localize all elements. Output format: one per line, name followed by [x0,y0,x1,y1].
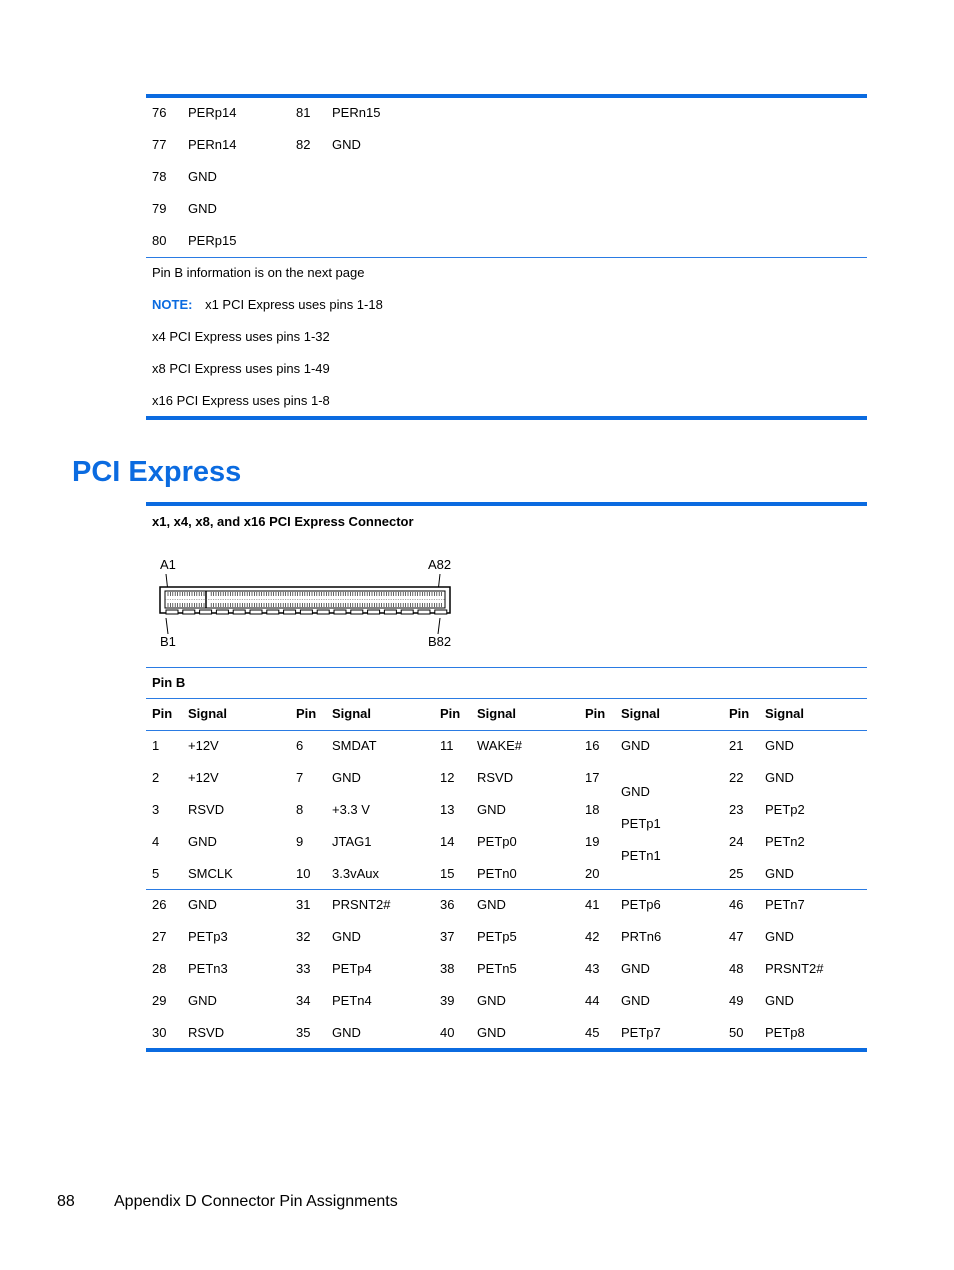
pin-number-cell: 2 [152,770,160,785]
signal-cell: GND [188,201,217,216]
pin-number-cell: 76 [152,105,167,120]
pin-number-cell: 41 [585,897,600,912]
pinb-bottom-rule [146,1048,867,1052]
column-header-signal: Signal [188,706,228,721]
signal-cell: GND [621,961,650,976]
signal-cell: PETp2 [765,802,805,817]
column-header-signal: Signal [332,706,372,721]
pin-number-cell: 32 [296,929,311,944]
footer-title: Appendix D Connector Pin Assignments [114,1193,398,1210]
pin-number-cell: 30 [152,1025,167,1040]
page-number: 88 [57,1193,75,1210]
pin-number-cell: 12 [440,770,455,785]
column-header-pin: Pin [729,706,750,721]
signal-cell: GND [765,738,794,753]
pin-number-cell: 24 [729,834,744,849]
mounting-tab [368,610,380,614]
pin-number-cell: 47 [729,929,744,944]
signal-cell: RSVD [188,802,225,817]
signal-cell: RSVD [477,770,514,785]
note-line-x4: x4 PCI Express uses pins 1-32 [152,329,330,344]
signal-cell: GND [765,770,794,785]
pin-number-cell: 79 [152,201,167,216]
pin-number-cell: 17 [585,770,600,785]
pin-number-cell: 13 [440,802,455,817]
signal-cell: PRSNT2# [765,961,824,976]
signal-cell: PETn0 [477,866,517,881]
signal-cell: GND [477,897,506,912]
signal-cell: PETp6 [621,897,661,912]
pin-number-cell: 78 [152,169,167,184]
signal-cell: GND [332,1025,361,1040]
top-table-bottom-rule [146,416,867,420]
pinb-title-rule [146,667,867,668]
pinb-group-divider [146,889,867,890]
pin-number-cell: 5 [152,866,160,881]
pin-number-cell: 11 [440,738,454,753]
signal-cell: GND [477,1025,506,1040]
signal-cell: PRSNT2# [332,897,391,912]
signal-cell: PETp3 [188,929,228,944]
pin-number-cell: 7 [296,770,304,785]
pin-number-cell: 18 [585,802,600,817]
signal-cell: GND [477,993,506,1008]
note-label: NOTE: [152,297,193,312]
signal-cell: +12V [188,770,219,785]
leader-line-b82 [438,618,440,634]
mounting-tab [401,610,413,614]
mounting-tab [216,610,228,614]
pin-number-cell: 35 [296,1025,311,1040]
signal-cell: JTAG1 [332,834,372,849]
pin-number-cell: 42 [585,929,600,944]
pin-number-cell: 31 [296,897,311,912]
section-title: PCI Express [72,456,242,488]
signal-cell: GND [188,993,217,1008]
diagram-label-a82: A82 [428,557,452,572]
column-header-signal: Signal [477,706,517,721]
signal-cell: PETn3 [188,961,228,976]
pin-number-cell: 49 [729,993,744,1008]
leader-line-b1 [166,618,168,634]
pin-number-cell: 19 [585,834,600,849]
signal-cell: SMCLK [188,866,233,881]
signal-cell: GND [477,802,506,817]
pin-number-cell: 39 [440,993,455,1008]
signal-cell: GND [765,929,794,944]
top-table-divider [146,257,867,258]
connector-table-top-rule [146,502,867,506]
mounting-tab [435,610,447,614]
signal-cell: GND [765,866,794,881]
pin-number-cell: 20 [585,866,600,881]
pin-number-cell: 43 [585,961,600,976]
pin-number-cell: 45 [585,1025,600,1040]
column-header-signal: Signal [765,706,805,721]
mounting-tab [317,610,329,614]
pin-number-cell: 23 [729,802,744,817]
signal-cell: PERn15 [332,105,381,120]
pin-number-cell: 33 [296,961,311,976]
signal-cell: GND [188,169,217,184]
signal-cell: PERp15 [188,233,237,248]
pin-number-cell: 36 [440,897,455,912]
pinb-header-rule [146,698,867,699]
signal-cell: PETp4 [332,961,372,976]
pin-number-cell: 21 [729,738,744,753]
pin-number-cell: 16 [585,738,600,753]
pin-number-cell: 44 [585,993,600,1008]
pin-number-cell: 10 [296,866,311,881]
signal-cell: GND [332,929,361,944]
signal-cell: WAKE# [477,738,523,753]
diagram-label-b1: B1 [160,634,176,649]
pin-number-cell: 46 [729,897,744,912]
signal-cell: PRTn6 [621,929,662,944]
note-line-x16: x16 PCI Express uses pins 1-8 [152,393,330,408]
signal-cell: PETp8 [765,1025,805,1040]
column-header-pin: Pin [296,706,317,721]
pin-number-cell: 25 [729,866,744,881]
mounting-tab [284,610,296,614]
signal-cell: GND [188,834,217,849]
column-header-pin: Pin [585,706,606,721]
pin-number-cell: 4 [152,834,160,849]
pin-number-cell: 81 [296,105,311,120]
pin-b-info-text: Pin B information is on the next page [152,265,365,280]
column-header-signal: Signal [621,706,661,721]
signal-cell: PETn4 [332,993,372,1008]
signal-cell: GND [332,137,361,152]
signal-cell: +3.3 V [332,802,370,817]
pin-number-cell: 28 [152,961,167,976]
pin-number-cell: 82 [296,137,311,152]
pin-number-cell: 22 [729,770,744,785]
signal-cell: PETp0 [477,834,517,849]
connector-body [160,574,450,634]
signal-cell: SMDAT [332,738,377,753]
pin-number-cell: 40 [440,1025,455,1040]
pinb-header-bottom-rule [146,730,867,731]
signal-cell: GND [332,770,361,785]
pin-number-cell: 34 [296,993,311,1008]
mounting-tab [418,610,430,614]
signal-cell: GND [188,897,217,912]
note [152,297,383,313]
signal-cell: PETn1 [621,848,661,863]
top-table-top-rule [146,94,867,98]
column-header-pin: Pin [152,706,173,721]
signal-cell: GND [765,993,794,1008]
signal-cell: +12V [188,738,219,753]
note-text: x1 PCI Express uses pins 1-18 [205,297,383,312]
pinb-title: Pin B [152,675,186,690]
signal-cell: PERn14 [188,137,237,152]
column-header-pin: Pin [440,706,461,721]
diagram-label-a1: A1 [160,557,176,572]
pci-express-connector-diagram [158,570,454,638]
signal-cell: GND [621,993,650,1008]
signal-cell: PETn2 [765,834,805,849]
pin-number-cell: 14 [440,834,455,849]
pin-number-cell: 37 [440,929,455,944]
diagram-label-b82: B82 [428,634,452,649]
pin-number-cell: 48 [729,961,744,976]
mounting-tab [166,610,178,614]
pin-number-cell: 77 [152,137,167,152]
mounting-tab [300,610,312,614]
mounting-tab [334,610,346,614]
note-line-x8: x8 PCI Express uses pins 1-49 [152,361,330,376]
pin-number-cell: 1 [152,738,160,753]
signal-cell: PERp14 [188,105,237,120]
mounting-tab [384,610,396,614]
signal-cell: PETp1 [621,816,661,831]
signal-cell: GND [621,784,650,799]
signal-cell: PETn7 [765,897,805,912]
signal-cell: PETp7 [621,1025,661,1040]
signal-cell: GND [621,738,650,753]
pin-number-cell: 6 [296,738,304,753]
signal-cell: 3.3vAux [332,866,379,881]
pin-number-cell: 50 [729,1025,744,1040]
mounting-tab [250,610,262,614]
signal-cell: PETn5 [477,961,517,976]
mounting-tab [183,610,195,614]
mounting-tab [200,610,212,614]
signal-cell: RSVD [188,1025,225,1040]
pin-number-cell: 3 [152,802,160,817]
mounting-tab [351,610,363,614]
mounting-tab [233,610,245,614]
signal-cell: PETp5 [477,929,517,944]
pin-number-cell: 27 [152,929,167,944]
pin-number-cell: 26 [152,897,167,912]
pin-number-cell: 15 [440,866,455,881]
pin-number-cell: 80 [152,233,167,248]
pin-number-cell: 38 [440,961,455,976]
mounting-tab [267,610,279,614]
pin-number-cell: 29 [152,993,167,1008]
connector-caption: x1, x4, x8, and x16 PCI Express Connector [152,514,414,529]
pin-number-cell: 8 [296,802,304,817]
pin-number-cell: 9 [296,834,304,849]
